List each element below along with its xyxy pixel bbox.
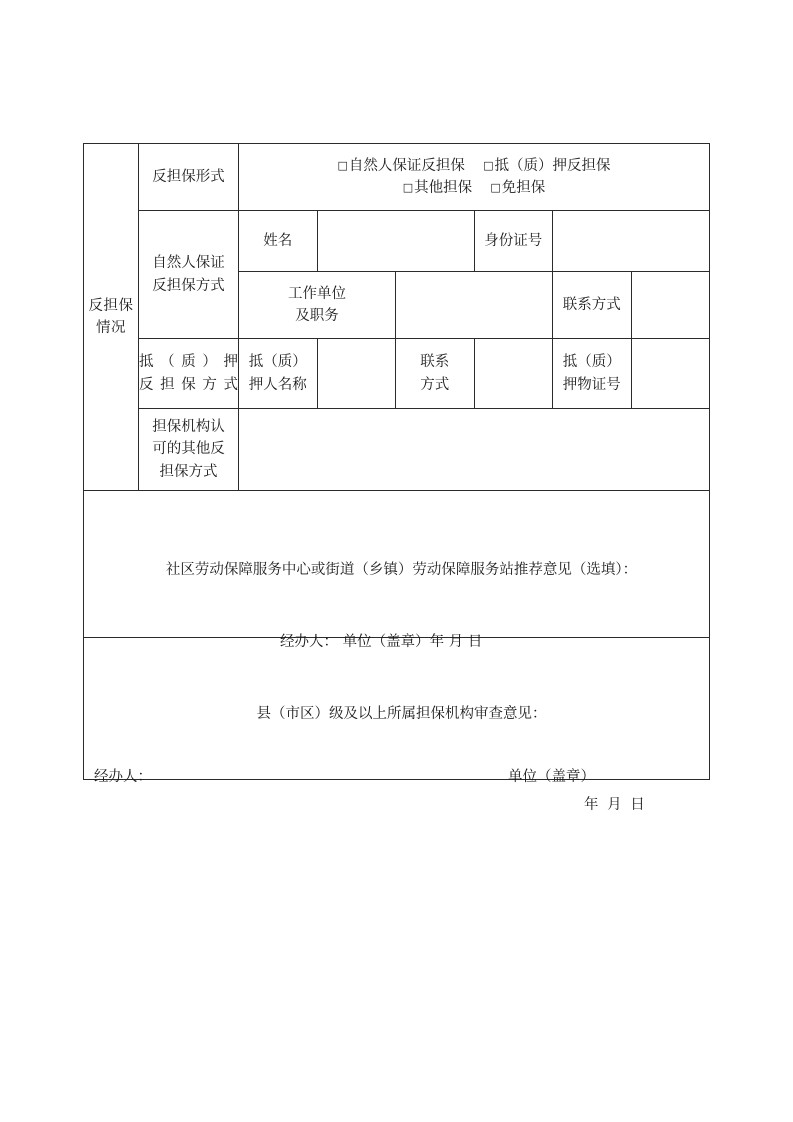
label-line-2: 及职务 <box>295 308 339 324</box>
label-line-1: 工作单位 <box>288 285 346 302</box>
label-line-1: 抵（质） <box>562 354 621 371</box>
recommendation-opinion-body <box>84 547 709 650</box>
label-line-1: 自然人保证 <box>152 255 225 272</box>
checkbox-line-2 <box>239 177 709 199</box>
checkbox-label-exempt: 免担保 <box>501 180 546 196</box>
table-row-recommendation-opinion <box>84 491 710 638</box>
label-line-1: 联系 <box>420 354 450 371</box>
label-line-2: 押物证号 <box>562 376 621 393</box>
checkbox-square-icon[interactable]: □ <box>337 158 348 172</box>
review-opinion-body <box>84 691 709 814</box>
field-work-unit-value[interactable] <box>396 272 553 339</box>
field-pledger-name-value[interactable] <box>317 339 396 409</box>
checkbox-line-1 <box>239 155 709 177</box>
checkbox-option-natural-person[interactable] <box>337 158 464 174</box>
table-row-other-method <box>84 409 710 491</box>
label-line-1: 担保机构认 <box>152 418 225 435</box>
field-pledge-certificate-value[interactable] <box>631 339 710 409</box>
table-row-mortgage <box>84 339 710 409</box>
label-other-approved-method <box>139 409 239 491</box>
checkbox-square-icon[interactable]: □ <box>490 181 501 194</box>
table-row-guarantor-name <box>84 211 710 272</box>
checkbox-option-exempt[interactable] <box>490 180 545 196</box>
checkbox-label-mortgage: 抵（质）押反担保 <box>494 157 611 174</box>
checkbox-option-mortgage[interactable] <box>483 158 610 174</box>
recommendation-signature-line: 经办人： 单位（盖章）年 月 日 <box>280 633 483 650</box>
label-counter-guarantee-form: 反担保形式 <box>139 144 239 211</box>
cell-recommendation-opinion[interactable] <box>84 491 710 650</box>
checkbox-square-icon[interactable]: □ <box>483 158 494 172</box>
field-other-method-value[interactable] <box>239 409 710 491</box>
label-line-1: 抵（质）押 <box>139 354 238 371</box>
recommendation-opinion-title: 社区劳动保障服务中心或街道（乡镇）劳动保障服务站推荐意见（选填）： <box>165 561 638 578</box>
field-id-number-value[interactable] <box>553 211 710 272</box>
checkbox-square-icon[interactable]: □ <box>402 181 414 194</box>
label-pledger-name <box>239 339 318 409</box>
label-line-2: 反担保方式 <box>152 277 225 294</box>
checkbox-label-other: 其他担保 <box>414 180 473 196</box>
label-line-3: 担保方式 <box>159 463 218 480</box>
review-seal-label: 单位（盖章） <box>508 769 595 786</box>
review-date-label: 年 月 日 <box>584 797 647 814</box>
table-row-form-type <box>84 144 710 211</box>
label-line-2: 方式 <box>420 376 450 393</box>
label-line-1: 抵（质） <box>248 354 307 371</box>
table-row-review-opinion <box>84 638 710 780</box>
label-natural-person-guarantee-method <box>139 211 239 339</box>
label-line-2: 可的其他反 <box>152 441 225 458</box>
review-handler-label: 经办人： <box>94 769 152 786</box>
side-label-counter-guarantee-situation: 反担保情况 <box>84 144 139 491</box>
label-pledger-contact <box>396 339 475 409</box>
review-opinion-title: 县（市区）级及以上所属担保机构审查意见： <box>256 706 547 723</box>
label-contact-method: 联系方式 <box>553 272 632 339</box>
cell-review-opinion[interactable] <box>84 638 710 814</box>
counter-guarantee-form-table <box>83 143 710 814</box>
label-pledge-certificate-number <box>553 339 632 409</box>
field-pledger-contact-value[interactable] <box>474 339 553 409</box>
label-line-2: 反担保方式 <box>139 376 238 393</box>
field-contact-value[interactable] <box>631 272 710 339</box>
checkbox-group-form-type[interactable] <box>239 144 710 211</box>
label-mortgage-counter-guarantee-method <box>139 339 239 409</box>
field-name-value[interactable] <box>317 211 474 272</box>
label-name: 姓名 <box>239 211 318 272</box>
checkbox-label-natural-person: 自然人保证反担保 <box>348 157 465 174</box>
label-id-number: 身份证号 <box>474 211 553 272</box>
checkbox-option-other[interactable] <box>403 180 472 196</box>
label-line-2: 押人名称 <box>248 376 307 393</box>
label-work-unit-position <box>239 272 396 339</box>
